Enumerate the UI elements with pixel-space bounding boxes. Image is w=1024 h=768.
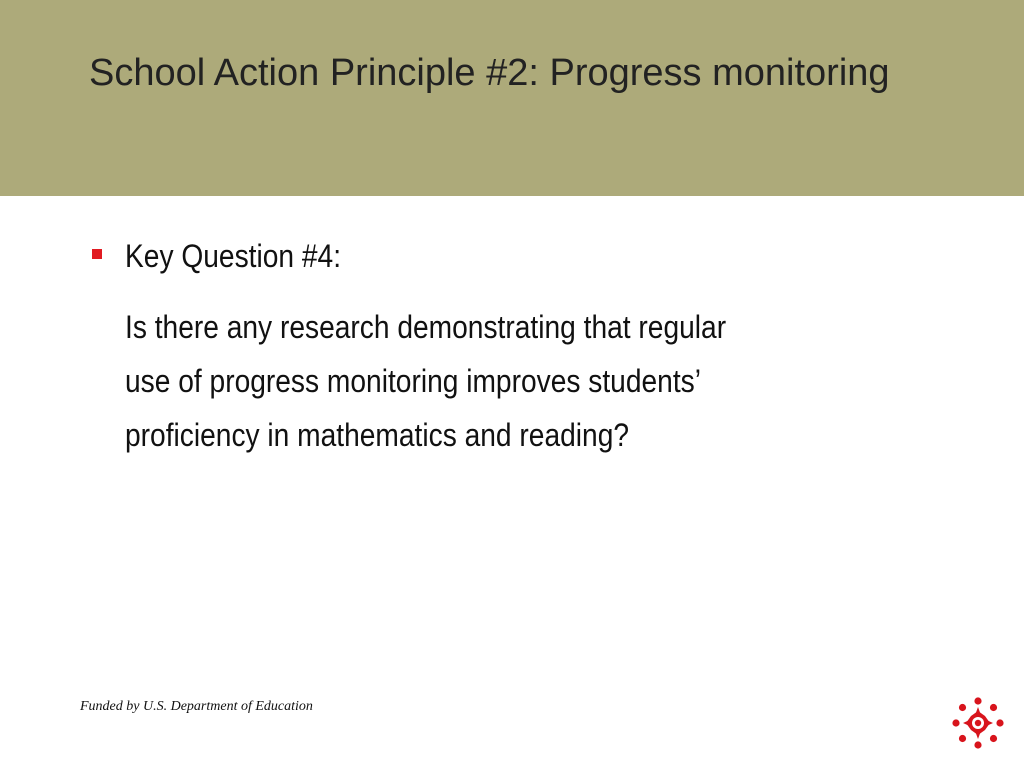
bullet-body-line: use of progress monitoring improves students’	[125, 363, 701, 399]
bullet-body-line: proficiency in mathematics and reading?	[125, 417, 630, 453]
starburst-logo-icon	[952, 697, 1004, 749]
bullet-heading: Key Question #4:	[125, 238, 342, 274]
title-banner	[0, 0, 1024, 196]
bullet-square-icon	[92, 249, 102, 259]
bullet-body-line: Is there any research demonstrating that regular	[125, 309, 727, 345]
funding-note: Funded by U.S. Department of Education	[80, 699, 313, 714]
slide-title: School Action Principle #2: Progress monitoring	[89, 52, 890, 94]
bullet-body	[125, 300, 726, 462]
